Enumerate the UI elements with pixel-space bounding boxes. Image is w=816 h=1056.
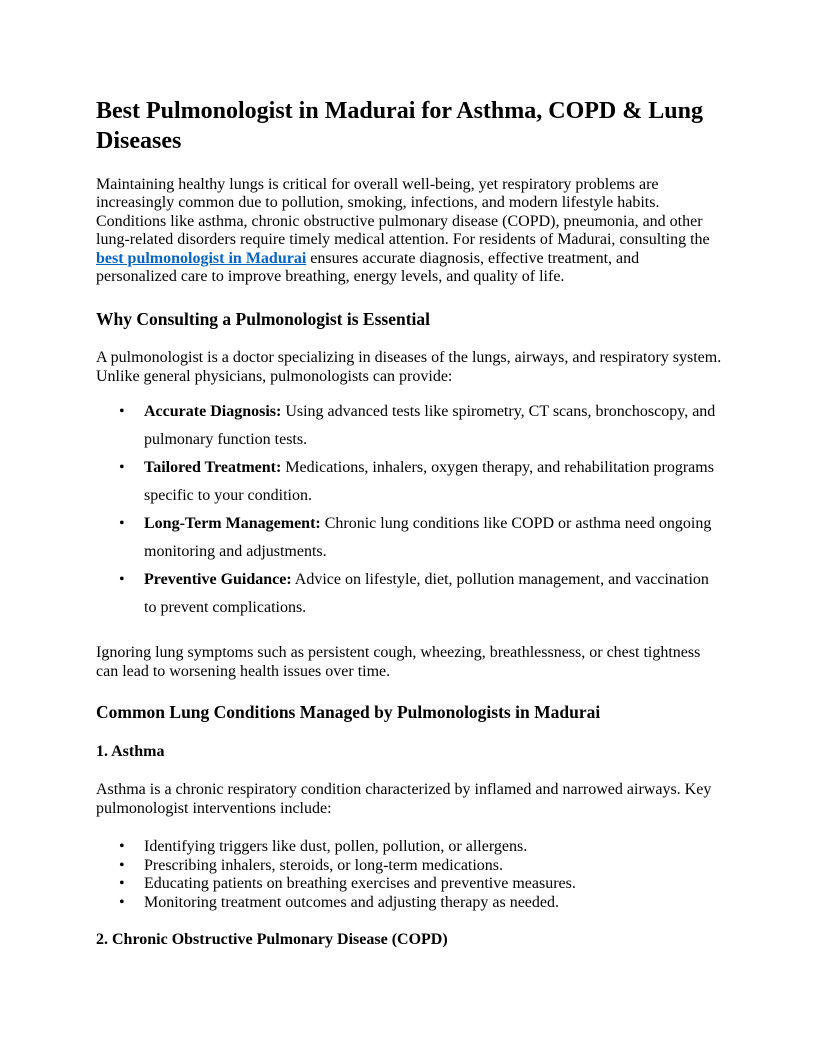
bullet-icon: • — [119, 838, 125, 856]
list-item — [96, 838, 722, 856]
list-item-text: Advice on lifestyle, diet, pollution management, and vaccination to prevent complications. — [144, 571, 709, 617]
list-item — [96, 510, 722, 566]
asthma-heading: 1. Asthma — [96, 743, 165, 761]
best-pulmonologist-link[interactable]: best pulmonologist in Madurai — [96, 249, 307, 267]
list-item-text: Prescribing inhalers, steroids, or long-term medications. — [144, 856, 504, 874]
list-item-text: Educating patients on breathing exercises and preventive measures. — [144, 875, 576, 893]
asthma-interventions-list — [96, 838, 722, 912]
benefits-list — [96, 398, 722, 622]
list-item-bold: Accurate Diagnosis: — [144, 403, 282, 421]
bullet-icon: • — [119, 571, 125, 589]
document-page — [96, 96, 722, 949]
list-item — [96, 566, 722, 622]
bullet-icon: • — [119, 515, 125, 533]
page-title: Best Pulmonologist in Madurai for Asthma, COPD & Lung Diseases — [96, 98, 703, 154]
bullet-icon: • — [119, 875, 125, 893]
list-item — [96, 894, 722, 912]
intro-paragraph — [96, 176, 722, 286]
list-item-bold: Tailored Treatment: — [144, 459, 282, 477]
copd-heading: 2. Chronic Obstructive Pulmonary Disease (COPD) — [96, 930, 448, 948]
ignoring-symptoms-paragraph: Ignoring lung symptoms such as persistent cough, wheezing, breathlessness, or chest tightness can lead to worsening health issues over time. — [96, 644, 701, 680]
common-conditions-heading: Common Lung Conditions Managed by Pulmonologists in Madurai — [96, 702, 601, 723]
bullet-icon: • — [119, 403, 125, 421]
intro-text-after-link: ensures accurate diagnosis, effective treatment, and personalized care to improve breathing, energy levels, and quality of life. — [96, 249, 640, 286]
list-item — [96, 875, 722, 893]
bullet-icon: • — [119, 856, 125, 874]
list-item-text: Monitoring treatment outcomes and adjusting therapy as needed. — [144, 893, 559, 911]
asthma-intro: Asthma is a chronic respiratory condition characterized by inflamed and narrowed airways. Key pulmonologist interventions include: — [96, 781, 712, 817]
bullet-icon: • — [119, 893, 125, 911]
list-item-text: Identifying triggers like dust, pollen, pollution, or allergens. — [144, 838, 528, 856]
list-item — [96, 857, 722, 875]
list-item-text: Medications, inhalers, oxygen therapy, and rehabilitation programs specific to your condition. — [144, 459, 714, 505]
why-consult-heading: Why Consulting a Pulmonologist is Essential — [96, 309, 431, 330]
list-item — [96, 398, 722, 454]
list-item-text: Chronic lung conditions like COPD or asthma need ongoing monitoring and adjustments. — [144, 515, 712, 561]
bullet-icon: • — [119, 459, 125, 477]
why-consult-intro: A pulmonologist is a doctor specializing in diseases of the lungs, airways, and respiratory system. Unlike general physicians, pulmonologists can provide: — [96, 349, 722, 385]
list-item-bold: Long-Term Management: — [144, 515, 321, 533]
intro-text-before-link: Maintaining healthy lungs is critical for overall well-being, yet respiratory problems are increasingly common due to pollution, smoking, infections, and modern lifestyle habits. Conditions like asthma, chronic obstructive pulmonary disease (COPD), pneumonia, and other lung-related disorders require timely medical attention. For residents of Madurai, consulting the — [96, 176, 710, 249]
list-item-bold: Preventive Guidance: — [144, 571, 292, 589]
list-item — [96, 454, 722, 510]
list-item-text: Using advanced tests like spirometry, CT scans, bronchoscopy, and pulmonary function tests. — [144, 403, 716, 449]
